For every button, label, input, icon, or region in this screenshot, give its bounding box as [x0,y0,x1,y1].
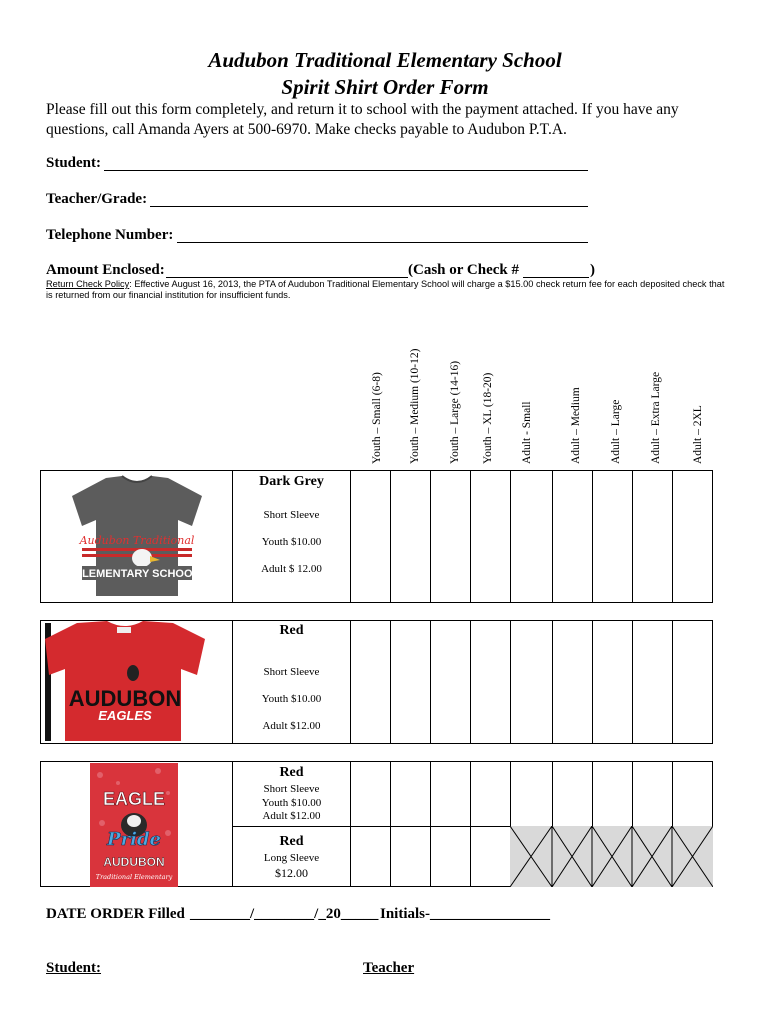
qty-red-pride-short-adult-medium[interactable] [553,762,591,825]
policy-text: : Effective August 16, 2013, the PTA of Audubon Traditional Elementary School will charge a $15.00 check return fee for each deposited check that is returned from our financial institution for insufficient funds. [46,279,725,300]
red-pride-shirt-image [88,763,180,887]
form-subtitle: Spirit Shirt Order Form [281,75,489,99]
item-adult-price-red-eagles: Adult $12.00 [262,720,321,732]
qty-red-pride-short-youth-xl[interactable] [471,762,509,825]
item-color-red-eagles: Red [279,623,304,638]
size-header-adult-2xl: Adult – 2XL [692,405,704,464]
size-header-youth-xl: Youth – XL (18-20) [482,372,494,464]
qty-red-eagles-adult-small[interactable] [511,621,551,743]
qty-dark-grey-adult-2xl[interactable] [673,471,712,602]
qty-red-eagles-youth-small[interactable] [351,621,389,743]
red-eagles-shirt-top-text: AUDUBON [68,686,182,711]
red-pride-shirt-bottom-text: AUDUBON [103,855,165,869]
item-youth-price-red-pride: Youth $10.00 [261,797,322,809]
qty-red-pride-long-youth-small[interactable] [351,827,389,886]
amount-input-line[interactable] [166,277,408,278]
student-label: Student: [46,155,102,171]
item-price-red-pride-long: $12.00 [275,866,308,880]
size-header-youth-small: Youth – Small (6-8) [371,372,383,464]
qty-red-pride-short-youth-medium[interactable] [391,762,429,825]
red-pride-shirt-mid-text: Pride [107,829,161,850]
item-color-dark-grey: Dark Grey [259,474,324,489]
date-order-filled-blank[interactable]: ________/________/_20_____ [190,906,379,922]
size-header-adult-large: Adult – Large [610,399,622,464]
qty-dark-grey-youth-medium[interactable] [391,471,429,602]
qty-dark-grey-adult-medium[interactable] [553,471,591,602]
qty-red-eagles-adult-2xl[interactable] [673,621,712,743]
item-sleeve-red-eagles: Short Sleeve [263,666,320,678]
initials-field[interactable]: Initials-________________ [380,906,551,922]
telephone-input-line[interactable] [177,242,588,243]
dark-grey-shirt-top-text: Audubon Traditional [79,534,195,547]
date-order-filled-label: DATE ORDER Filled [46,906,185,922]
qty-red-pride-short-adult-2xl[interactable] [673,762,712,825]
qty-red-eagles-adult-large[interactable] [593,621,631,743]
qty-red-pride-long-youth-medium[interactable] [391,827,429,886]
teacher-grade-label: Teacher/Grade: [46,191,148,207]
dark-grey-shirt-image [66,474,208,600]
item-sleeve-red-pride-short: Short Sleeve [263,783,320,795]
qty-red-pride-short-youth-small[interactable] [351,762,389,825]
qty-red-eagles-youth-medium[interactable] [391,621,429,743]
size-header-youth-large: Youth – Large (14-16) [449,360,461,464]
item-sleeve-dark-grey: Short Sleeve [263,509,320,521]
student-input-line[interactable] [104,170,588,171]
dark-grey-shirt-bottom-text: ELEMENTARY SCHOOL [74,568,200,580]
qty-red-eagles-adult-medium[interactable] [553,621,591,743]
size-header-adult-medium: Adult – Medium [570,387,582,464]
item-youth-price-dark-grey: Youth $10.00 [261,536,322,548]
qty-dark-grey-youth-xl[interactable] [471,471,509,602]
qty-red-pride-short-youth-large[interactable] [431,762,469,825]
qty-dark-grey-adult-large[interactable] [593,471,631,602]
telephone-label: Telephone Number: [46,227,174,243]
qty-dark-grey-adult-xl[interactable] [633,471,671,602]
item-color-red-pride-long: Red [279,834,304,849]
qty-red-pride-long-youth-large[interactable] [431,827,469,886]
qty-red-eagles-youth-xl[interactable] [471,621,509,743]
size-header-adult-xl: Adult – Extra Large [650,371,662,464]
cash-or-check-label: (Cash or Check # [408,262,519,278]
qty-dark-grey-youth-small[interactable] [351,471,389,602]
item-youth-price-red-eagles: Youth $10.00 [261,693,322,705]
close-paren: ) [590,262,595,278]
qty-red-pride-long-youth-xl[interactable] [471,827,509,886]
amount-enclosed-label: Amount Enclosed: [46,262,165,278]
qty-red-pride-short-adult-small[interactable] [511,762,551,825]
policy-label: Return Check Policy [46,279,130,289]
qty-red-pride-short-adult-xl[interactable] [633,762,671,825]
item-color-red-pride-short: Red [279,765,304,780]
item-adult-price-dark-grey: Adult $ 12.00 [261,563,322,575]
qty-red-pride-short-adult-large[interactable] [593,762,631,825]
qty-dark-grey-adult-small[interactable] [511,471,551,602]
intro-text: Please fill out this form completely, and return it to school with the payment attached. If you have any questions, call Amanda Ayers at 500-6970. Make checks payable to Audubon P.T.A. [46,101,679,138]
qty-dark-grey-youth-large[interactable] [431,471,469,602]
qty-red-eagles-youth-large[interactable] [431,621,469,743]
form-title: Audubon Traditional Elementary School [208,48,562,72]
item-adult-price-red-pride: Adult $12.00 [262,810,321,822]
red-pride-shirt-top-text: EAGLE [102,789,166,809]
teacher-grade-input-line[interactable] [150,206,588,207]
long-sleeve-adult-unavailable-cells [510,826,713,887]
size-header-adult-small: Adult - Small [521,401,533,464]
check-number-input-line[interactable] [523,277,589,278]
red-eagles-shirt-image [41,621,207,741]
red-pride-shirt-script-text: Traditional Elementary [95,873,173,881]
item-sleeve-red-pride-long: Long Sleeve [263,852,320,864]
footer-teacher-label: Teacher [363,960,415,976]
red-eagles-shirt-bottom-text: EAGLES [98,708,152,723]
size-header-youth-medium: Youth – Medium (10-12) [409,348,421,464]
return-check-policy [46,279,726,301]
footer-student-label: Student: [46,960,102,976]
qty-red-eagles-adult-xl[interactable] [633,621,671,743]
